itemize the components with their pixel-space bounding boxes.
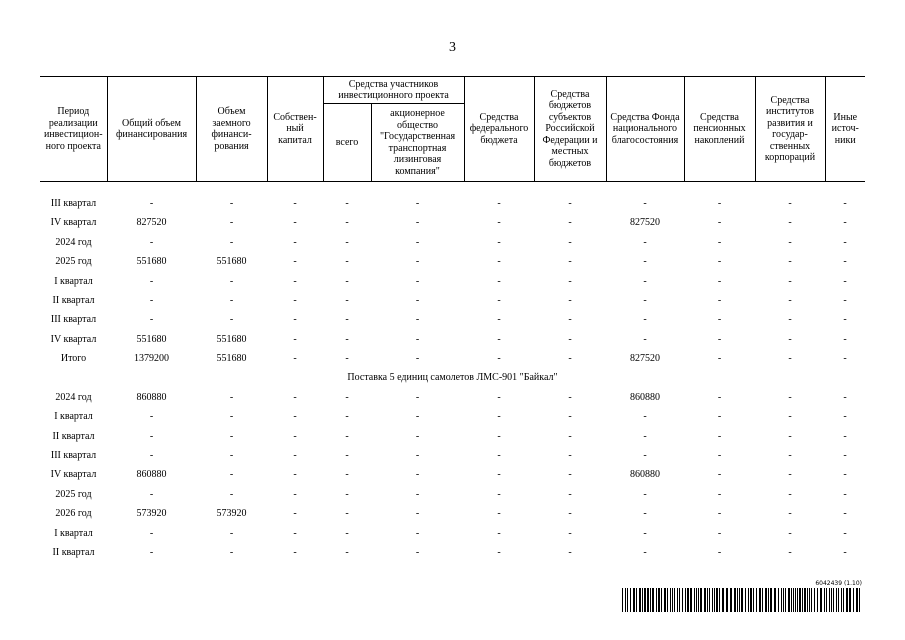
cell-p-gtlk: - [415,256,420,268]
cell-regional: - [568,294,572,306]
cell-borrowed: - [229,430,234,442]
table-row [40,272,865,291]
cell-regional: - [568,450,572,462]
cell-institutes: - [788,430,792,442]
cell-nwf: 860880 [630,391,660,403]
cell-nwf: - [643,450,647,462]
cell-p-gtlk: - [415,450,420,462]
table-row [40,427,865,446]
cell-period: IV квартал [50,333,97,345]
cell-other: - [843,546,847,558]
page-number: 3 [449,40,456,55]
cell-institutes: - [788,488,792,500]
cell-other: - [843,488,847,500]
cell-nwf: 860880 [630,469,660,481]
cell-other: - [843,430,847,442]
cell-total: - [149,411,154,423]
cell-federal: - [497,469,501,481]
cell-federal: - [497,411,501,423]
cell-federal: - [497,430,501,442]
cell-p-all: - [345,430,349,442]
header-own-capital: Собствен-ный капитал [267,77,323,182]
table-row [40,465,865,484]
cell-borrowed: 573920 [216,508,247,520]
cell-pension: - [717,488,722,500]
section-row [40,369,865,388]
cell-pension: - [717,333,722,345]
cell-p-gtlk: - [415,411,420,423]
cell-p-gtlk: - [415,294,420,306]
cell-regional: - [568,527,572,539]
cell-pension: - [717,450,722,462]
table-body [40,182,865,563]
cell-period: II квартал [52,546,95,558]
cell-p-gtlk: - [415,314,420,326]
cell-own: - [293,294,297,306]
cell-period: 2025 год [55,256,92,268]
cell-borrowed: - [229,469,234,481]
cell-period: I квартал [54,527,93,539]
cell-total: 1379200 [134,353,169,365]
table-row [40,330,865,349]
cell-own: - [293,450,297,462]
cell-federal: - [497,546,501,558]
cell-p-gtlk: - [415,333,420,345]
cell-total: - [149,527,154,539]
table-header [40,77,865,182]
cell-nwf: - [643,294,647,306]
cell-regional: - [568,197,572,209]
barcode-label: 6042439 (1.10) [815,580,862,587]
cell-p-gtlk: - [415,391,420,403]
cell-borrowed: - [229,546,234,558]
cell-own: - [293,197,297,209]
table-row [40,349,865,368]
cell-own: - [293,275,297,287]
cell-other: - [843,508,847,520]
header-period: Период реализации инвестицион-ного проекта [40,77,107,182]
cell-pension: - [717,236,722,248]
cell-other: - [843,391,847,403]
cell-period: II квартал [52,430,95,442]
cell-federal: - [497,508,501,520]
cell-own: - [293,469,297,481]
cell-federal: - [497,256,501,268]
cell-regional: - [568,411,572,423]
cell-federal: - [497,275,501,287]
cell-regional: - [568,469,572,481]
cell-institutes: - [788,508,792,520]
cell-nwf: - [643,256,647,268]
cell-other: - [843,411,847,423]
table-row [40,310,865,329]
cell-period: II квартал [52,294,95,306]
table-row [40,213,865,232]
cell-institutes: - [788,469,792,481]
cell-own: - [293,527,297,539]
cell-federal: - [497,488,501,500]
cell-nwf: - [643,546,647,558]
cell-regional: - [568,391,572,403]
cell-pension: - [717,527,722,539]
cell-p-all: - [345,391,349,403]
cell-borrowed: - [229,527,234,539]
cell-other: - [843,527,847,539]
cell-federal: - [497,527,501,539]
cell-p-all: - [345,314,349,326]
cell-other: - [843,275,847,287]
cell-institutes: - [788,217,792,229]
cell-pension: - [717,430,722,442]
cell-regional: - [568,333,572,345]
cell-borrowed: - [229,275,234,287]
cell-institutes: - [788,275,792,287]
cell-own: - [293,353,297,365]
cell-p-all: - [345,294,349,306]
cell-p-gtlk: - [415,236,420,248]
cell-total: 551680 [136,256,167,268]
cell-p-all: - [345,217,349,229]
cell-total: - [149,294,154,306]
cell-institutes: - [788,353,792,365]
cell-nwf: - [643,236,647,248]
table-row [40,291,865,310]
cell-institutes: - [788,391,792,403]
cell-other: - [843,314,847,326]
cell-regional: - [568,430,572,442]
cell-nwf: - [643,275,647,287]
header-total: Общий объем финансирования [107,77,196,182]
table-row [40,252,865,271]
cell-period: III квартал [50,197,97,209]
cell-institutes: - [788,236,792,248]
cell-p-gtlk: - [415,353,420,365]
cell-regional: - [568,275,572,287]
cell-period: 2024 год [55,236,92,248]
cell-federal: - [497,391,501,403]
cell-federal: - [497,294,501,306]
cell-total: - [149,430,154,442]
cell-p-gtlk: - [415,275,420,287]
cell-institutes: - [788,314,792,326]
cell-period: IV квартал [50,469,97,481]
cell-pension: - [717,353,722,365]
cell-regional: - [568,314,572,326]
cell-pension: - [717,256,722,268]
cell-period: 2026 год [55,508,92,520]
cell-regional: - [568,546,572,558]
cell-other: - [843,197,847,209]
cell-period: III квартал [50,450,97,462]
cell-borrowed: - [229,488,234,500]
cell-total: 860880 [136,469,167,481]
cell-borrowed: - [229,217,234,229]
cell-total: - [149,488,154,500]
cell-institutes: - [788,411,792,423]
cell-p-gtlk: - [415,217,420,229]
cell-other: - [843,353,847,365]
cell-period: III квартал [50,314,97,326]
cell-total: 860880 [136,391,167,403]
cell-borrowed: - [229,450,234,462]
header-borrowed: Объем заемного финанси-рования [196,77,267,182]
cell-borrowed: - [229,294,234,306]
cell-pension: - [717,391,722,403]
cell-pension: - [717,546,722,558]
cell-nwf: - [643,411,647,423]
cell-federal: - [497,217,501,229]
cell-other: - [843,236,847,248]
cell-period: 2024 год [55,391,92,403]
cell-nwf: - [643,508,647,520]
header-other: Иные источ-ники [825,77,865,182]
cell-own: - [293,314,297,326]
table-row [40,407,865,426]
financing-table [40,76,865,562]
cell-borrowed: - [229,314,234,326]
cell-p-all: - [345,275,349,287]
cell-borrowed: 551680 [216,353,247,365]
cell-regional: - [568,256,572,268]
header-nwf: Средства Фонда национального благосостояния [606,77,684,182]
cell-p-all: - [345,488,349,500]
cell-other: - [843,333,847,345]
cell-institutes: - [788,294,792,306]
cell-pension: - [717,411,722,423]
cell-own: - [293,236,297,248]
cell-borrowed: - [229,197,234,209]
cell-total: - [149,314,154,326]
cell-total: - [149,236,154,248]
cell-period: Итого [60,353,87,365]
cell-borrowed: - [229,391,234,403]
cell-nwf: - [643,314,647,326]
cell-p-gtlk: - [415,546,420,558]
cell-federal: - [497,333,501,345]
cell-nwf: - [643,197,647,209]
cell-period: 2025 год [55,488,92,500]
cell-other: - [843,469,847,481]
cell-other: - [843,217,847,229]
cell-p-all: - [345,256,349,268]
cell-institutes: - [788,197,792,209]
table-row [40,543,865,562]
cell-institutes: - [788,546,792,558]
cell-p-all: - [345,469,349,481]
cell-federal: - [497,236,501,248]
cell-p-all: - [345,197,349,209]
cell-total: - [149,275,154,287]
cell-p-all: - [345,527,349,539]
header-regional: Средства бюджетов субъектов Российской Федерации и местных бюджетов [534,77,606,182]
cell-own: - [293,333,297,345]
cell-pension: - [717,314,722,326]
cell-institutes: - [788,333,792,345]
cell-other: - [843,256,847,268]
cell-borrowed: - [229,236,234,248]
cell-p-gtlk: - [415,430,420,442]
cell-p-gtlk: - [415,527,420,539]
cell-p-all: - [345,411,349,423]
cell-own: - [293,508,297,520]
cell-pension: - [717,217,722,229]
cell-pension: - [717,197,722,209]
cell-own: - [293,546,297,558]
cell-nwf: - [643,430,647,442]
cell-total: 573920 [136,508,167,520]
cell-regional: - [568,488,572,500]
header-participants-gtlk: акционерное общество "Государственная транспортная лизинговая компания" [371,104,464,182]
barcode [622,580,862,612]
section-title: Поставка 5 единиц самолетов ЛМС-901 "Байкал" [347,372,558,384]
cell-total: 551680 [136,333,167,345]
cell-own: - [293,217,297,229]
cell-p-gtlk: - [415,508,420,520]
table-row [40,194,865,213]
cell-federal: - [497,197,501,209]
cell-institutes: - [788,256,792,268]
header-participants-all: всего [323,104,371,182]
cell-federal: - [497,353,501,365]
table-row [40,446,865,465]
cell-p-all: - [345,333,349,345]
cell-p-gtlk: - [415,197,420,209]
cell-other: - [843,450,847,462]
cell-total: - [149,546,154,558]
cell-p-all: - [345,236,349,248]
cell-federal: - [497,314,501,326]
cell-own: - [293,488,297,500]
cell-total: - [149,197,154,209]
cell-nwf: - [643,333,647,345]
cell-own: - [293,391,297,403]
cell-borrowed: - [229,411,234,423]
cell-regional: - [568,353,572,365]
cell-own: - [293,411,297,423]
cell-nwf: 827520 [630,353,660,365]
cell-institutes: - [788,527,792,539]
cell-regional: - [568,217,572,229]
cell-borrowed: 551680 [216,333,247,345]
cell-p-all: - [345,508,349,520]
cell-own: - [293,256,297,268]
cell-total: 827520 [136,217,167,229]
cell-period: I квартал [54,275,93,287]
header-participants-group: Средства участников инвестиционного проекта [323,77,464,104]
cell-total: - [149,450,154,462]
cell-federal: - [497,450,501,462]
cell-p-all: - [345,353,349,365]
cell-nwf: - [643,488,647,500]
cell-institutes: - [788,450,792,462]
cell-regional: - [568,236,572,248]
cell-p-gtlk: - [415,488,420,500]
cell-period: IV квартал [50,217,97,229]
header-federal: Средства федерального бюджета [464,77,534,182]
cell-period: I квартал [54,411,93,423]
cell-other: - [843,294,847,306]
table-row [40,504,865,523]
cell-pension: - [717,469,722,481]
cell-nwf: 827520 [630,217,660,229]
table-row [40,233,865,252]
table-row [40,524,865,543]
cell-nwf: - [643,527,647,539]
cell-own: - [293,430,297,442]
cell-p-all: - [345,450,349,462]
barcode-icon [622,588,862,612]
header-pension: Средства пенсионных накоплений [684,77,755,182]
cell-regional: - [568,508,572,520]
header-institutes: Средства институтов развития и государ-ственных корпораций [755,77,825,182]
table-row [40,485,865,504]
cell-p-all: - [345,546,349,558]
cell-pension: - [717,294,722,306]
cell-pension: - [717,508,722,520]
cell-borrowed: 551680 [216,256,247,268]
cell-p-gtlk: - [415,469,420,481]
table-row [40,388,865,407]
cell-pension: - [717,275,722,287]
